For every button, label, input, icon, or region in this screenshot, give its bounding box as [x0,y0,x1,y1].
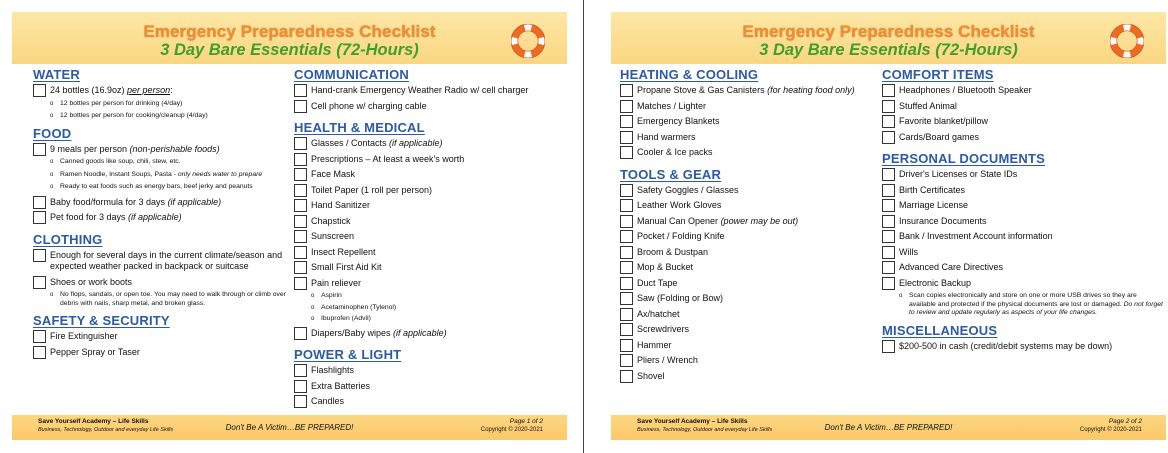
section-title-safety: SAFETY & SECURITY [33,313,170,328]
sub-item: o Scan copies electronically and store on one or more USB drives so they are available and protected if the physical documents are lost or damaged. Do not forget to review and update regularly as aspects of your life changes. [899,292,1163,316]
section-title-water: WATER [33,67,80,82]
checklist-item: Safety Goggles / Glasses [620,184,882,200]
checkbox[interactable] [294,364,307,377]
checklist-item: Propane Stove & Gas Canisters (for heating food only) [620,84,882,100]
page-number: Page 1 of 2 [509,418,543,425]
section-title-documents: PERSONAL DOCUMENTS [882,151,1045,166]
checkbox[interactable] [294,261,307,274]
checklist-item: Hand-crank Emergency Weather Radio w/ cell charger [294,84,562,100]
bullet-icon: o [50,113,54,119]
checklist-title: Emergency Preparedness Checklist [742,22,1035,41]
section-title-clothing: CLOTHING [33,231,103,247]
checklist-item: Duct Tape [620,277,882,293]
checkbox[interactable] [620,215,633,228]
checklist-item: Glasses / Contacts (if applicable) [294,137,562,153]
checkbox[interactable] [620,146,633,159]
checkbox[interactable] [294,137,307,150]
checklist-item: Chapstick [294,215,562,231]
checklist-item: Marriage License [882,199,1164,215]
checklist-item: Cell phone w/ charging cable [294,100,562,116]
page-footer [12,415,567,440]
checkbox[interactable] [620,246,633,259]
checkbox[interactable] [33,276,46,289]
checklist-item: Headphones / Bluetooth Speaker [882,84,1164,100]
checklist-item: Driver's Licenses or State IDs [882,168,1164,184]
section-food [33,125,288,227]
section-comfort-items [882,66,1164,146]
checklist-item: Shoes or work boots [33,276,288,292]
section-title-communication: COMMUNICATION [294,67,410,82]
bullet-icon: o [50,159,54,165]
checkbox[interactable] [620,323,633,336]
page1-left-column [33,66,288,365]
checklist-item: 24 bottles (16.9oz) per person: [33,84,288,100]
checklist-page-1 [0,0,567,453]
checklist-item: Candles [294,395,562,411]
page2-right-column [882,66,1164,359]
section-clothing [33,231,288,309]
checklist-title: Emergency Preparedness Checklist [143,22,436,41]
checkbox[interactable] [882,100,895,113]
section-heating-cooling [620,66,882,162]
checkbox[interactable] [294,277,307,290]
section-personal-documents [882,150,1164,318]
checklist-item: Hammer [620,339,882,355]
page2-left-column [620,66,882,389]
checklist-item: Pain reliever [294,277,562,293]
section-power-light [294,346,562,411]
checkbox[interactable] [33,346,46,359]
checkbox[interactable] [294,153,307,166]
bullet-icon: o [50,171,54,178]
checklist-item: Diapers/Baby wipes (if applicable) [294,327,562,343]
checkbox[interactable] [33,84,46,97]
checkbox[interactable] [882,84,895,97]
checklist-item: Face Mask [294,168,562,184]
bullet-icon: o [899,293,903,299]
checklist-item: Hand Sanitizer [294,199,562,215]
checkbox[interactable] [620,354,633,367]
checkbox[interactable] [882,246,895,259]
section-title-power: POWER & LIGHT [294,347,402,362]
checkbox[interactable] [294,246,307,259]
checklist-item: Shovel [620,370,882,386]
section-communication [294,66,562,115]
page-footer [611,415,1166,440]
checkbox[interactable] [620,370,633,383]
checkbox[interactable] [294,100,307,113]
checkbox[interactable] [620,100,633,113]
checklist-item: Insurance Documents [882,215,1164,231]
checklist-item: Hand warmers [620,131,882,147]
bullet-icon: o [50,100,54,107]
checklist-item: Electronic Backup [882,277,1164,293]
sub-item: o Aspirin [311,292,342,299]
footer-copyright: Copyright © 2020-2021 [480,427,543,433]
sub-item: o Ready to eat foods such as energy bars, beef jerky and peanuts [50,183,253,190]
checkbox[interactable] [882,215,895,228]
checkbox[interactable] [33,196,46,209]
footer-copyright: Copyright © 2020-2021 [1079,427,1142,433]
checkbox[interactable] [33,330,46,343]
page-number: Page 2 of 2 [1108,418,1142,425]
checklist-item: Broom & Dustpan [620,246,882,262]
checklist-item: Cards/Board games [882,131,1164,147]
section-miscellaneous [882,322,1164,356]
checkbox[interactable] [620,261,633,274]
checkbox[interactable] [294,380,307,393]
checklist-item: Saw (Folding or Bow) [620,292,882,308]
checkbox[interactable] [620,339,633,352]
checklist-item: Insect Repellent [294,246,562,262]
life-ring-icon [511,24,545,58]
checklist-item: Small First Aid Kit [294,261,562,277]
checkbox[interactable] [620,84,633,97]
page-header [12,12,567,64]
section-safety-security [33,312,288,361]
checkbox[interactable] [620,277,633,290]
checkbox[interactable] [294,168,307,181]
checkbox[interactable] [294,184,307,197]
checkbox[interactable] [882,184,895,197]
checklist-item: Extra Batteries [294,380,562,396]
sub-item: o Acetaminophen (Tylenol) [311,303,397,311]
checklist-item: Screwdrivers [620,323,882,339]
checkbox[interactable] [294,395,307,408]
section-title-heating: HEATING & COOLING [620,67,759,82]
checkbox[interactable] [33,249,46,262]
checklist-item: $200-500 in cash (credit/debit systems may be down) [882,340,1164,356]
checklist-item: Toilet Paper (1 roll per person) [294,184,562,200]
checkbox[interactable] [33,143,46,156]
section-title-health: HEALTH & MEDICAL [294,120,425,135]
section-tools-gear [620,166,882,386]
checklist-item: Enough for several days in the current climate/season and expected weather packed in backpack or suitcase [33,249,288,276]
checklist-item: Prescriptions – At least a week's worth [294,153,562,169]
section-title-comfort: COMFORT ITEMS [882,67,994,82]
checkbox[interactable] [882,340,895,353]
checklist-item: Ax/hatchet [620,308,882,324]
sub-item: o Ramen Noodle, Instant Soups, Pasta - only needs water to prepare [50,170,263,178]
section-water [33,66,288,121]
page1-right-column [294,66,562,415]
footer-tagline: Business, Technology, Outdoor and everyday Life Skills [38,427,174,433]
checklist-item: Bank / Investment Account information [882,230,1164,246]
sub-item: o 12 bottles per person for drinking (4/day) [50,99,183,107]
sub-item: o Canned goods like soup, chili, stew, etc. [50,158,181,165]
checklist-item: Matches / Lighter [620,100,882,116]
checkbox[interactable] [620,308,633,321]
checklist-item: Leather Work Gloves [620,199,882,215]
checkbox[interactable] [620,199,633,212]
checklist-item: Birth Certificates [882,184,1164,200]
checkbox[interactable] [620,230,633,243]
bullet-icon: o [50,184,54,190]
checklist-item: Sunscreen [294,230,562,246]
checklist-item: Pepper Spray or Taser [33,346,288,362]
checklist-item: Manual Can Opener (power may be out) [620,215,882,231]
checkbox[interactable] [620,115,633,128]
bullet-icon: o [311,293,315,299]
sub-item: o Ibuprofen (Advil) [311,315,371,322]
section-health-medical [294,119,562,342]
checklist-item: Baby food/formula for 3 days (if applicable) [33,196,288,212]
page-header [611,12,1166,64]
checklist-item: Pet food for 3 days (if applicable) [33,211,288,227]
checkbox[interactable] [882,199,895,212]
checklist-item: Fire Extinguisher [33,330,288,346]
checkbox[interactable] [882,230,895,243]
page-divider [583,0,584,453]
checkbox[interactable] [294,230,307,243]
life-ring-icon [1110,24,1144,58]
checklist-item: Stuffed Animal [882,100,1164,116]
checklist-item: Pliers / Wrench [620,354,882,370]
footer-tagline: Business, Technology, Outdoor and everyday Life Skills [637,427,773,433]
checkbox[interactable] [294,215,307,228]
bullet-icon: o [311,316,315,322]
bullet-icon: o [50,292,54,298]
checklist-item: Pocket / Folding Knife [620,230,882,246]
checklist-item: 9 meals per person (non-perishable foods) [33,143,288,159]
checkbox[interactable] [882,261,895,274]
sub-item: o No flops, sandals, or open toe. You may need to walk through or climb over debris with nails, sharp metal, and broken glass. [50,291,286,307]
bullet-icon: o [311,304,315,311]
checklist-item: Favorite blanket/pillow [882,115,1164,131]
checkbox[interactable] [882,277,895,290]
checkbox[interactable] [620,131,633,144]
checklist-item: Flashlights [294,364,562,380]
checklist-item: Advanced Care Directives [882,261,1164,277]
footer-org: Save Yourself Academy – Life Skills [637,418,748,425]
checkbox[interactable] [294,327,307,340]
checklist-item: Cooler & Ice packs [620,146,882,162]
section-title-misc: MISCELLANEOUS [882,322,998,338]
section-title-tools: TOOLS & GEAR [620,166,722,182]
section-title-food: FOOD [33,125,72,141]
checklist-subtitle: 3 Day Bare Essentials (72-Hours) [759,41,1018,59]
footer-slogan: Don't Be A Victim…BE PREPARED! [225,423,354,432]
checkbox[interactable] [620,184,633,197]
checkbox[interactable] [882,131,895,144]
checklist-item: Wills [882,246,1164,262]
checklist-page-2 [599,0,1166,453]
checklist-subtitle: 3 Day Bare Essentials (72-Hours) [160,41,419,59]
checklist-item: Emergency Blankets [620,115,882,131]
checkbox[interactable] [294,84,307,97]
checkbox[interactable] [294,199,307,212]
checkbox[interactable] [882,115,895,128]
checkbox[interactable] [882,168,895,181]
checkbox[interactable] [33,211,46,224]
checkbox[interactable] [620,292,633,305]
checklist-item: Mop & Bucket [620,261,882,277]
footer-slogan: Don't Be A Victim…BE PREPARED! [824,423,953,432]
footer-org: Save Yourself Academy – Life Skills [38,418,149,425]
sub-item: o 12 bottles per person for cooking/cleanup (4/day) [50,112,208,119]
